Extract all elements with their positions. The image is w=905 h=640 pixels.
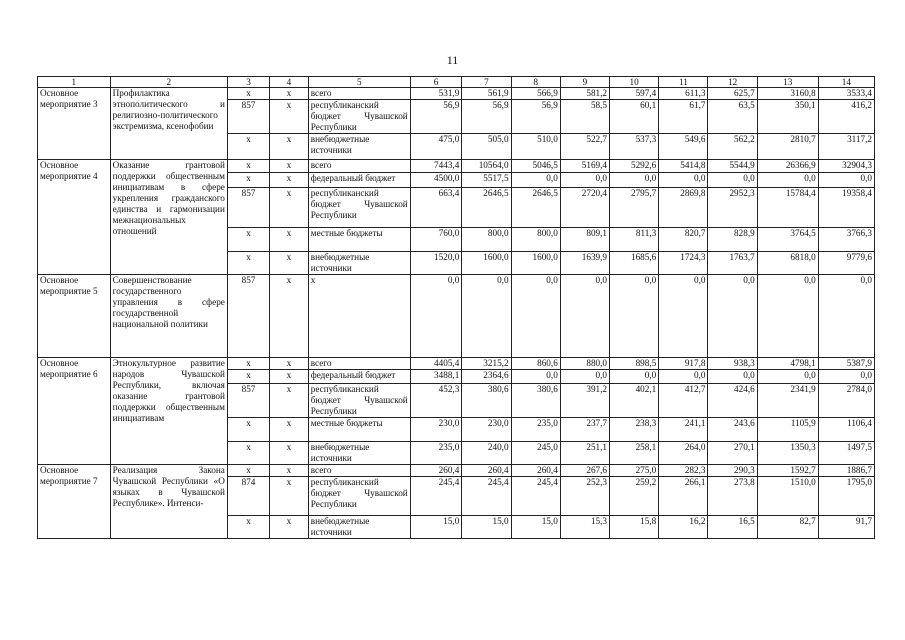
- value-cell-col-8: 245,4: [511, 477, 560, 516]
- value-cell-col-10: 898,5: [610, 358, 659, 370]
- funding-source-cell: местные бюджеты: [308, 418, 410, 442]
- value-cell-col-11: 917,8: [659, 358, 708, 370]
- code-cell: x: [270, 418, 309, 442]
- value-cell-col-11: 549,6: [659, 134, 708, 160]
- value-cell-col-8: 2646,5: [511, 188, 560, 228]
- value-cell-col-8: 260,4: [511, 465, 560, 477]
- value-cell-col-12: 270,1: [708, 442, 757, 465]
- measure-name-cell: Основное мероприятие 7: [38, 465, 111, 539]
- value-cell-col-8: 800,0: [511, 228, 560, 252]
- value-cell-col-8: 245,0: [511, 442, 560, 465]
- value-cell-col-7: 230,0: [462, 418, 511, 442]
- value-cell-col-9: 880,0: [560, 358, 609, 370]
- value-cell-col-14: 416,2: [818, 100, 874, 134]
- value-cell-col-8: 0,0: [511, 275, 560, 358]
- value-cell-col-10: 0,0: [610, 173, 659, 188]
- funding-source-cell: всего: [308, 358, 410, 370]
- value-cell-col-10: 0,0: [610, 275, 659, 358]
- value-cell-col-9: 581,2: [560, 88, 609, 100]
- value-cell-col-14: 1795,0: [818, 477, 874, 516]
- value-cell-col-11: 0,0: [659, 370, 708, 384]
- value-cell-col-14: 3533,4: [818, 88, 874, 100]
- value-cell-col-9: 809,1: [560, 228, 609, 252]
- grbs-code-cell: 874: [227, 477, 269, 516]
- value-cell-col-11: 16,2: [659, 516, 708, 539]
- value-cell-col-6: 15,0: [410, 516, 462, 539]
- value-cell-col-6: 663,4: [410, 188, 462, 228]
- value-cell-col-12: 424,6: [708, 384, 757, 418]
- value-cell-col-12: 1763,7: [708, 252, 757, 275]
- value-cell-col-7: 2364,6: [462, 370, 511, 384]
- measure-name-cell: Основное мероприятие 4: [38, 160, 111, 275]
- table-row: [38, 160, 875, 173]
- value-cell-col-7: 15,0: [462, 516, 511, 539]
- value-cell-col-14: 0,0: [818, 173, 874, 188]
- value-cell-col-6: 56,9: [410, 100, 462, 134]
- header-cell-3: 3: [227, 77, 269, 88]
- grbs-code-cell: 857: [227, 384, 269, 418]
- value-cell-col-7: 800,0: [462, 228, 511, 252]
- header-cell-6: 6: [410, 77, 462, 88]
- grbs-code-cell: x: [227, 465, 269, 477]
- value-cell-col-11: 0,0: [659, 275, 708, 358]
- value-cell-col-10: 2795,7: [610, 188, 659, 228]
- code-cell: x: [270, 228, 309, 252]
- value-cell-col-14: 1497,5: [818, 442, 874, 465]
- value-cell-col-8: 510,0: [511, 134, 560, 160]
- value-cell-col-6: 4405,4: [410, 358, 462, 370]
- value-cell-col-6: 3488,1: [410, 370, 462, 384]
- value-cell-col-9: 251,1: [560, 442, 609, 465]
- value-cell-col-7: 380,6: [462, 384, 511, 418]
- grbs-code-cell: x: [227, 370, 269, 384]
- value-cell-col-11: 2869,8: [659, 188, 708, 228]
- value-cell-col-10: 5292,6: [610, 160, 659, 173]
- value-cell-col-13: 1350,3: [757, 442, 818, 465]
- value-cell-col-11: 5414,8: [659, 160, 708, 173]
- value-cell-col-7: 561,9: [462, 88, 511, 100]
- grbs-code-cell: x: [227, 88, 269, 100]
- value-cell-col-13: 3160,8: [757, 88, 818, 100]
- value-cell-col-10: 537,3: [610, 134, 659, 160]
- value-cell-col-11: 282,3: [659, 465, 708, 477]
- value-cell-col-13: 26366,9: [757, 160, 818, 173]
- measure-name-cell: Основное мероприятие 6: [38, 358, 111, 465]
- value-cell-col-11: 820,7: [659, 228, 708, 252]
- value-cell-col-9: 58,5: [560, 100, 609, 134]
- value-cell-col-7: 260,4: [462, 465, 511, 477]
- header-cell-7: 7: [462, 77, 511, 88]
- value-cell-col-11: 61,7: [659, 100, 708, 134]
- value-cell-col-7: 5517,5: [462, 173, 511, 188]
- header-cell-9: 9: [560, 77, 609, 88]
- value-cell-col-10: 238,3: [610, 418, 659, 442]
- value-cell-col-8: 235,0: [511, 418, 560, 442]
- value-cell-col-13: 1105,9: [757, 418, 818, 442]
- value-cell-col-10: 275,0: [610, 465, 659, 477]
- table-row: [38, 275, 875, 358]
- value-cell-col-10: 0,0: [610, 370, 659, 384]
- measure-name-cell: Основное мероприятие 3: [38, 88, 111, 160]
- value-cell-col-7: 1600,0: [462, 252, 511, 275]
- value-cell-col-14: 0,0: [818, 275, 874, 358]
- header-cell-1: 1: [38, 77, 111, 88]
- header-cell-14: 14: [818, 77, 874, 88]
- grbs-code-cell: x: [227, 228, 269, 252]
- value-cell-col-14: 3117,2: [818, 134, 874, 160]
- value-cell-col-13: 2341,9: [757, 384, 818, 418]
- value-cell-col-6: 230,0: [410, 418, 462, 442]
- value-cell-col-10: 597,4: [610, 88, 659, 100]
- value-cell-col-6: 475,0: [410, 134, 462, 160]
- header-cell-12: 12: [708, 77, 757, 88]
- grbs-code-cell: 857: [227, 188, 269, 228]
- funding-source-cell: всего: [308, 465, 410, 477]
- value-cell-col-12: 625,7: [708, 88, 757, 100]
- value-cell-col-11: 1724,3: [659, 252, 708, 275]
- funding-source-cell: всего: [308, 160, 410, 173]
- value-cell-col-11: 412,7: [659, 384, 708, 418]
- value-cell-col-6: 260,4: [410, 465, 462, 477]
- value-cell-col-12: 243,6: [708, 418, 757, 442]
- value-cell-col-8: 15,0: [511, 516, 560, 539]
- value-cell-col-14: 1886,7: [818, 465, 874, 477]
- grbs-code-cell: x: [227, 516, 269, 539]
- value-cell-col-13: 6818,0: [757, 252, 818, 275]
- grbs-code-cell: x: [227, 252, 269, 275]
- value-cell-col-13: 2810,7: [757, 134, 818, 160]
- grbs-code-cell: x: [227, 442, 269, 465]
- value-cell-col-14: 32904,3: [818, 160, 874, 173]
- value-cell-col-11: 264,0: [659, 442, 708, 465]
- funding-source-cell: республиканский бюджет Чувашской Республики: [308, 188, 410, 228]
- value-cell-col-13: 1510,0: [757, 477, 818, 516]
- header-cell-4: 4: [270, 77, 309, 88]
- value-cell-col-10: 15,8: [610, 516, 659, 539]
- code-cell: x: [270, 384, 309, 418]
- header-cell-2: 2: [110, 77, 227, 88]
- code-cell: x: [270, 358, 309, 370]
- grbs-code-cell: x: [227, 160, 269, 173]
- value-cell-col-8: 566,9: [511, 88, 560, 100]
- value-cell-col-6: 245,4: [410, 477, 462, 516]
- funding-source-cell: внебюджетные источники: [308, 252, 410, 275]
- value-cell-col-14: 3766,3: [818, 228, 874, 252]
- page-number: 11: [446, 53, 459, 67]
- code-cell: x: [270, 134, 309, 160]
- value-cell-col-14: 0,0: [818, 370, 874, 384]
- value-cell-col-7: 2646,5: [462, 188, 511, 228]
- grbs-code-cell: 857: [227, 275, 269, 358]
- value-cell-col-9: 391,2: [560, 384, 609, 418]
- code-cell: x: [270, 188, 309, 228]
- funding-source-cell: республиканский бюджет Чувашской Республики: [308, 477, 410, 516]
- value-cell-col-11: 241,1: [659, 418, 708, 442]
- value-cell-col-7: 240,0: [462, 442, 511, 465]
- value-cell-col-14: 2784,0: [818, 384, 874, 418]
- value-cell-col-12: 562,2: [708, 134, 757, 160]
- grbs-code-cell: 857: [227, 100, 269, 134]
- value-cell-col-12: 0,0: [708, 173, 757, 188]
- value-cell-col-8: 5046,5: [511, 160, 560, 173]
- value-cell-col-9: 2720,4: [560, 188, 609, 228]
- funding-source-cell: местные бюджеты: [308, 228, 410, 252]
- value-cell-col-6: 4500,0: [410, 173, 462, 188]
- table-row: [38, 358, 875, 370]
- value-cell-col-8: 0,0: [511, 173, 560, 188]
- value-cell-col-13: 0,0: [757, 370, 818, 384]
- value-cell-col-9: 252,3: [560, 477, 609, 516]
- value-cell-col-12: 5544,9: [708, 160, 757, 173]
- grbs-code-cell: x: [227, 358, 269, 370]
- measure-description-cell: Оказание грантовой поддержки общественным инициативам в сфере укрепления гражданского единства и гармонизации межнациональных отношений: [110, 160, 227, 275]
- value-cell-col-6: 760,0: [410, 228, 462, 252]
- funding-source-cell: федеральный бюджет: [308, 173, 410, 188]
- value-cell-col-8: 380,6: [511, 384, 560, 418]
- value-cell-col-12: 0,0: [708, 275, 757, 358]
- header-cell-10: 10: [610, 77, 659, 88]
- value-cell-col-13: 82,7: [757, 516, 818, 539]
- code-cell: x: [270, 173, 309, 188]
- measure-description-cell: Профилактика этнополитического и религиозно-политического экстремизма, ксенофобии: [110, 88, 227, 160]
- measure-description-cell: Этнокультурное развитие народов Чувашской Республики, включая оказание грантовой поддержки общественным инициативам: [110, 358, 227, 465]
- value-cell-col-6: 1520,0: [410, 252, 462, 275]
- value-cell-col-14: 5387,9: [818, 358, 874, 370]
- value-cell-col-10: 259,2: [610, 477, 659, 516]
- code-cell: x: [270, 88, 309, 100]
- value-cell-col-14: 19358,4: [818, 188, 874, 228]
- grbs-code-cell: x: [227, 173, 269, 188]
- funding-source-cell: республиканский бюджет Чувашской Республики: [308, 384, 410, 418]
- value-cell-col-9: 522,7: [560, 134, 609, 160]
- value-cell-col-11: 0,0: [659, 173, 708, 188]
- code-cell: x: [270, 442, 309, 465]
- value-cell-col-6: 452,3: [410, 384, 462, 418]
- funding-source-cell: всего: [308, 88, 410, 100]
- value-cell-col-7: 245,4: [462, 477, 511, 516]
- value-cell-col-12: 2952,3: [708, 188, 757, 228]
- value-cell-col-6: 235,0: [410, 442, 462, 465]
- header-cell-13: 13: [757, 77, 818, 88]
- code-cell: x: [270, 160, 309, 173]
- measure-description-cell: Реализация Закона Чувашской Республики «О языках в Чувашской Республике». Интенси-: [110, 465, 227, 539]
- funding-source-cell: республиканский бюджет Чувашской Республики: [308, 100, 410, 134]
- value-cell-col-8: 860,6: [511, 358, 560, 370]
- value-cell-col-14: 9779,6: [818, 252, 874, 275]
- code-cell: x: [270, 100, 309, 134]
- value-cell-col-12: 273,8: [708, 477, 757, 516]
- code-cell: x: [270, 477, 309, 516]
- funding-source-cell: внебюджетные источники: [308, 134, 410, 160]
- value-cell-col-6: 531,9: [410, 88, 462, 100]
- value-cell-col-11: 611,3: [659, 88, 708, 100]
- header-cell-5: 5: [308, 77, 410, 88]
- value-cell-col-10: 402,1: [610, 384, 659, 418]
- header-cell-11: 11: [659, 77, 708, 88]
- funding-source-cell: внебюджетные источники: [308, 516, 410, 539]
- funding-source-cell: внебюджетные источники: [308, 442, 410, 465]
- value-cell-col-13: 0,0: [757, 275, 818, 358]
- value-cell-col-9: 15,3: [560, 516, 609, 539]
- value-cell-col-7: 0,0: [462, 275, 511, 358]
- funding-source-cell: x: [308, 275, 410, 358]
- code-cell: x: [270, 465, 309, 477]
- code-cell: x: [270, 370, 309, 384]
- value-cell-col-13: 1592,7: [757, 465, 818, 477]
- value-cell-col-13: 0,0: [757, 173, 818, 188]
- value-cell-col-7: 10564,0: [462, 160, 511, 173]
- value-cell-col-6: 7443,4: [410, 160, 462, 173]
- table-row: [38, 88, 875, 100]
- value-cell-col-12: 16,5: [708, 516, 757, 539]
- value-cell-col-9: 0,0: [560, 370, 609, 384]
- code-cell: x: [270, 516, 309, 539]
- value-cell-col-12: 0,0: [708, 370, 757, 384]
- value-cell-col-9: 1639,9: [560, 252, 609, 275]
- measure-name-cell: Основное мероприятие 5: [38, 275, 111, 358]
- code-cell: x: [270, 252, 309, 275]
- budget-table: [37, 76, 875, 539]
- value-cell-col-13: 3764,5: [757, 228, 818, 252]
- value-cell-col-9: 0,0: [560, 173, 609, 188]
- value-cell-col-12: 828,9: [708, 228, 757, 252]
- value-cell-col-13: 15784,4: [757, 188, 818, 228]
- measure-description-cell: Совершенствование государственного управления в сфере государственной национальной политики: [110, 275, 227, 358]
- code-cell: x: [270, 275, 309, 358]
- value-cell-col-7: 505,0: [462, 134, 511, 160]
- value-cell-col-10: 60,1: [610, 100, 659, 134]
- value-cell-col-11: 266,1: [659, 477, 708, 516]
- value-cell-col-9: 0,0: [560, 275, 609, 358]
- value-cell-col-7: 3215,2: [462, 358, 511, 370]
- grbs-code-cell: x: [227, 418, 269, 442]
- value-cell-col-10: 1685,6: [610, 252, 659, 275]
- value-cell-col-9: 5169,4: [560, 160, 609, 173]
- table-row: [38, 465, 875, 477]
- value-cell-col-12: 63,5: [708, 100, 757, 134]
- funding-source-cell: федеральный бюджет: [308, 370, 410, 384]
- grbs-code-cell: x: [227, 134, 269, 160]
- value-cell-col-13: 350,1: [757, 100, 818, 134]
- value-cell-col-14: 91,7: [818, 516, 874, 539]
- value-cell-col-8: 0,0: [511, 370, 560, 384]
- value-cell-col-9: 237,7: [560, 418, 609, 442]
- value-cell-col-10: 811,3: [610, 228, 659, 252]
- value-cell-col-10: 258,1: [610, 442, 659, 465]
- value-cell-col-8: 56,9: [511, 100, 560, 134]
- value-cell-col-6: 0,0: [410, 275, 462, 358]
- value-cell-col-9: 267,6: [560, 465, 609, 477]
- value-cell-col-8: 1600,0: [511, 252, 560, 275]
- value-cell-col-12: 290,3: [708, 465, 757, 477]
- value-cell-col-7: 56,9: [462, 100, 511, 134]
- value-cell-col-12: 938,3: [708, 358, 757, 370]
- header-row: [38, 77, 875, 88]
- value-cell-col-14: 1106,4: [818, 418, 874, 442]
- header-cell-8: 8: [511, 77, 560, 88]
- value-cell-col-13: 4798,1: [757, 358, 818, 370]
